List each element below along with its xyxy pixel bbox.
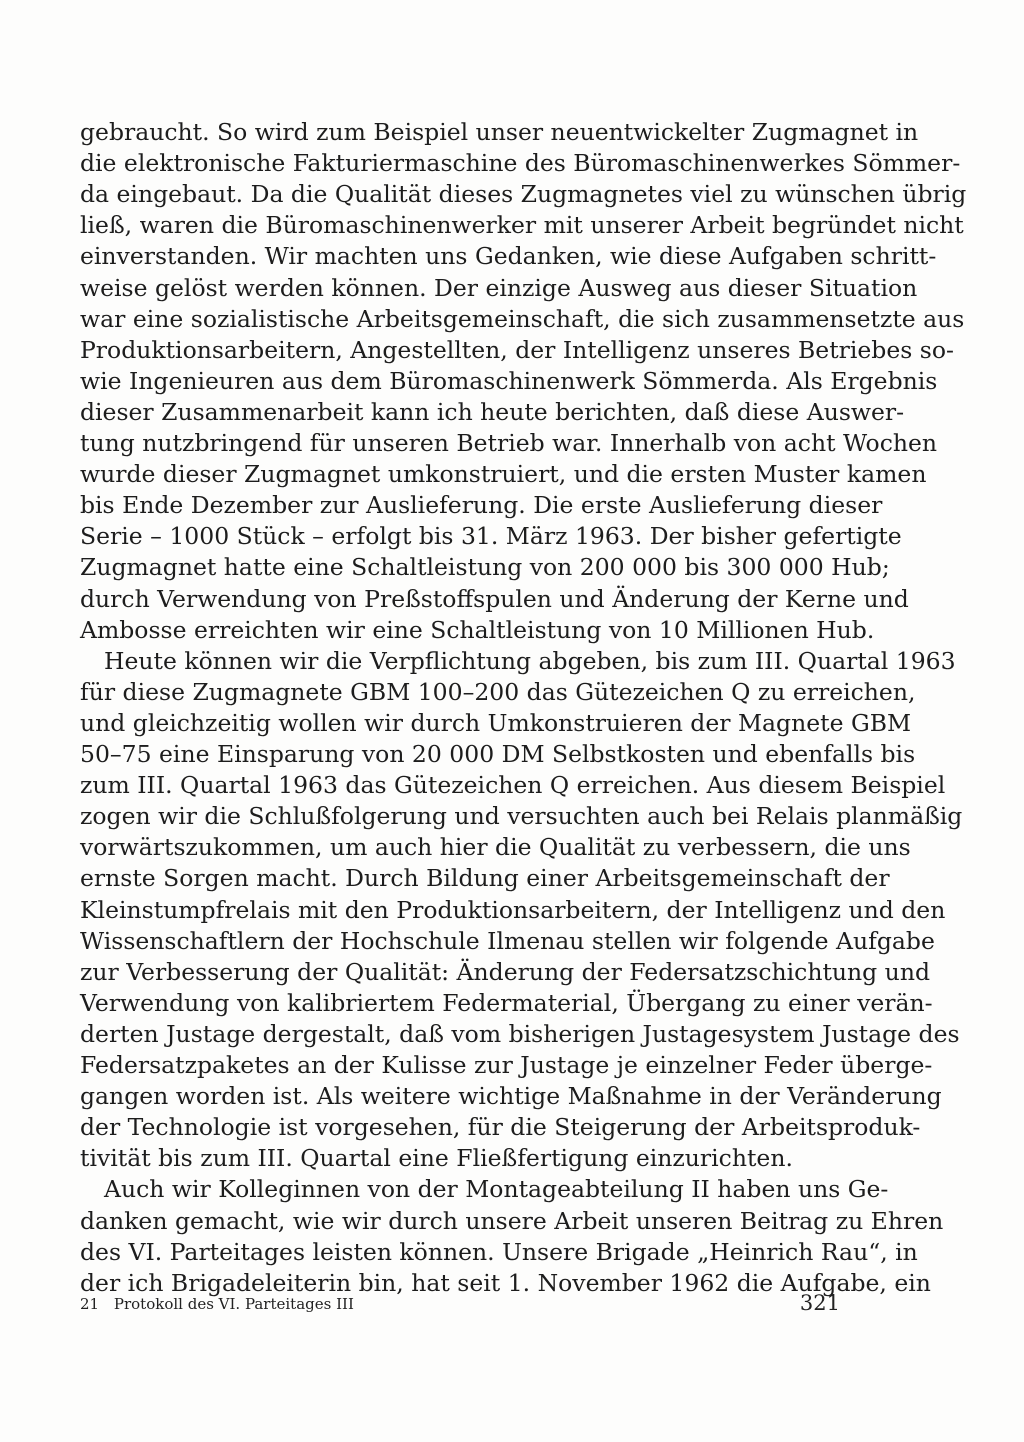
text-line: für diese Zugmagnete GBM 100–200 das Gütezeichen Q zu erreichen, [80, 677, 916, 706]
text-line: ernste Sorgen macht. Durch Bildung einer Arbeitsgemeinschaft der [80, 864, 890, 893]
text-line: Zugmagnet hatte eine Schaltleistung von 200 000 bis 300 000 Hub; [80, 553, 890, 582]
text-line: vorwärtszukommen, um auch hier die Qualität zu verbessern, die uns [80, 833, 911, 862]
text-line: die elektronische Fakturiermaschine des Büromaschinenwerkes Sömmer- [80, 149, 961, 178]
text-line: Verwendung von kalibriertem Federmaterial, Übergang zu einer verän- [80, 988, 933, 1017]
text-line: Wissenschaftlern der Hochschule Ilmenau stellen wir folgende Aufgabe [80, 926, 935, 955]
text-line: tivität bis zum III. Quartal eine Fließfertigung einzurichten. [80, 1144, 793, 1173]
text-line: Produktionsarbeitern, Angestellten, der Intelligenz unseres Betriebes so- [80, 335, 954, 364]
text-line: wurde dieser Zugmagnet umkonstruiert, und die ersten Muster kamen [80, 460, 927, 489]
text-line: zur Verbesserung der Qualität: Änderung der Federsatzschichtung und [80, 957, 930, 986]
text-line: 50–75 eine Einsparung von 20 000 DM Selbstkosten und ebenfalls bis [80, 740, 916, 768]
page-number: 321 [799, 1291, 840, 1315]
sheet-title: Protokoll des VI. Parteitages III [113, 1295, 354, 1313]
sheet-number: 21 [80, 1295, 100, 1313]
text-line: wie Ingenieuren aus dem Büromaschinenwerk Sömmerda. Als Ergebnis [80, 366, 938, 395]
footer-signature [80, 1294, 354, 1314]
text-line: Kleinstumpfrelais mit den Produktionsarbeitern, der Intelligenz und den [80, 895, 946, 924]
text-line: gangen worden ist. Als weitere wichtige Maßnahme in der Veränderung [80, 1082, 942, 1111]
text-line: Federsatzpaketes an der Kulisse zur Justage je einzelner Feder überge- [80, 1051, 933, 1079]
text-line: Heute können wir die Verpflichtung abgeben, bis zum III. Quartal 1963 [104, 646, 956, 675]
text-line: danken gemacht, wie wir durch unsere Arbeit unseren Beitrag zu Ehren [80, 1206, 944, 1235]
text-line: derten Justage dergestalt, daß vom bisherigen Justagesystem Justage des [80, 1019, 960, 1048]
text-line: zum III. Quartal 1963 das Gütezeichen Q erreichen. Aus diesem Beispiel [80, 771, 946, 800]
text-line: des VI. Parteitages leisten können. Unsere Brigade „Heinrich Rau“, in [80, 1237, 918, 1266]
text-line: Serie – 1000 Stück – erfolgt bis 31. März 1963. Der bisher gefertigte [80, 522, 902, 551]
text-line: tung nutzbringend für unseren Betrieb war. Innerhalb von acht Wochen [80, 429, 938, 457]
text-line: Auch wir Kolleginnen von der Montageabteilung II haben uns Ge- [104, 1175, 889, 1204]
text-line: war eine sozialistische Arbeitsgemeinschaft, die sich zusammensetzte aus [80, 304, 965, 333]
text-line: Ambosse erreichten wir eine Schaltleistung von 10 Millionen Hub. [80, 615, 875, 644]
text-line: gebraucht. So wird zum Beispiel unser neuentwickelter Zugmagnet in [80, 118, 919, 146]
text-line: der ich Brigadeleiterin bin, hat seit 1. November 1962 die Aufgabe, ein [80, 1268, 931, 1297]
text-line: weise gelöst werden können. Der einzige Ausweg aus dieser Situation [80, 273, 918, 302]
text-line: einverstanden. Wir machten uns Gedanken, wie diese Aufgaben schritt- [80, 242, 937, 271]
text-line: ließ, waren die Büromaschinenwerker mit unserer Arbeit begründet nicht [80, 211, 964, 240]
text-line: und gleichzeitig wollen wir durch Umkonstruieren der Magnete GBM [80, 708, 912, 737]
text-line: zogen wir die Schlußfolgerung und versuchten auch bei Relais planmäßig [80, 802, 963, 831]
text-line: durch Verwendung von Preßstoffspulen und Änderung der Kerne und [80, 584, 909, 613]
text-line: dieser Zusammenarbeit kann ich heute berichten, daß diese Auswer- [80, 397, 905, 426]
text-line: der Technologie ist vorgesehen, für die Steigerung der Arbeitsproduk- [80, 1113, 921, 1142]
text-line: bis Ende Dezember zur Auslieferung. Die erste Auslieferung dieser [80, 491, 883, 520]
text-line: da eingebaut. Da die Qualität dieses Zugmagnetes viel zu wünschen übrig [80, 180, 967, 209]
